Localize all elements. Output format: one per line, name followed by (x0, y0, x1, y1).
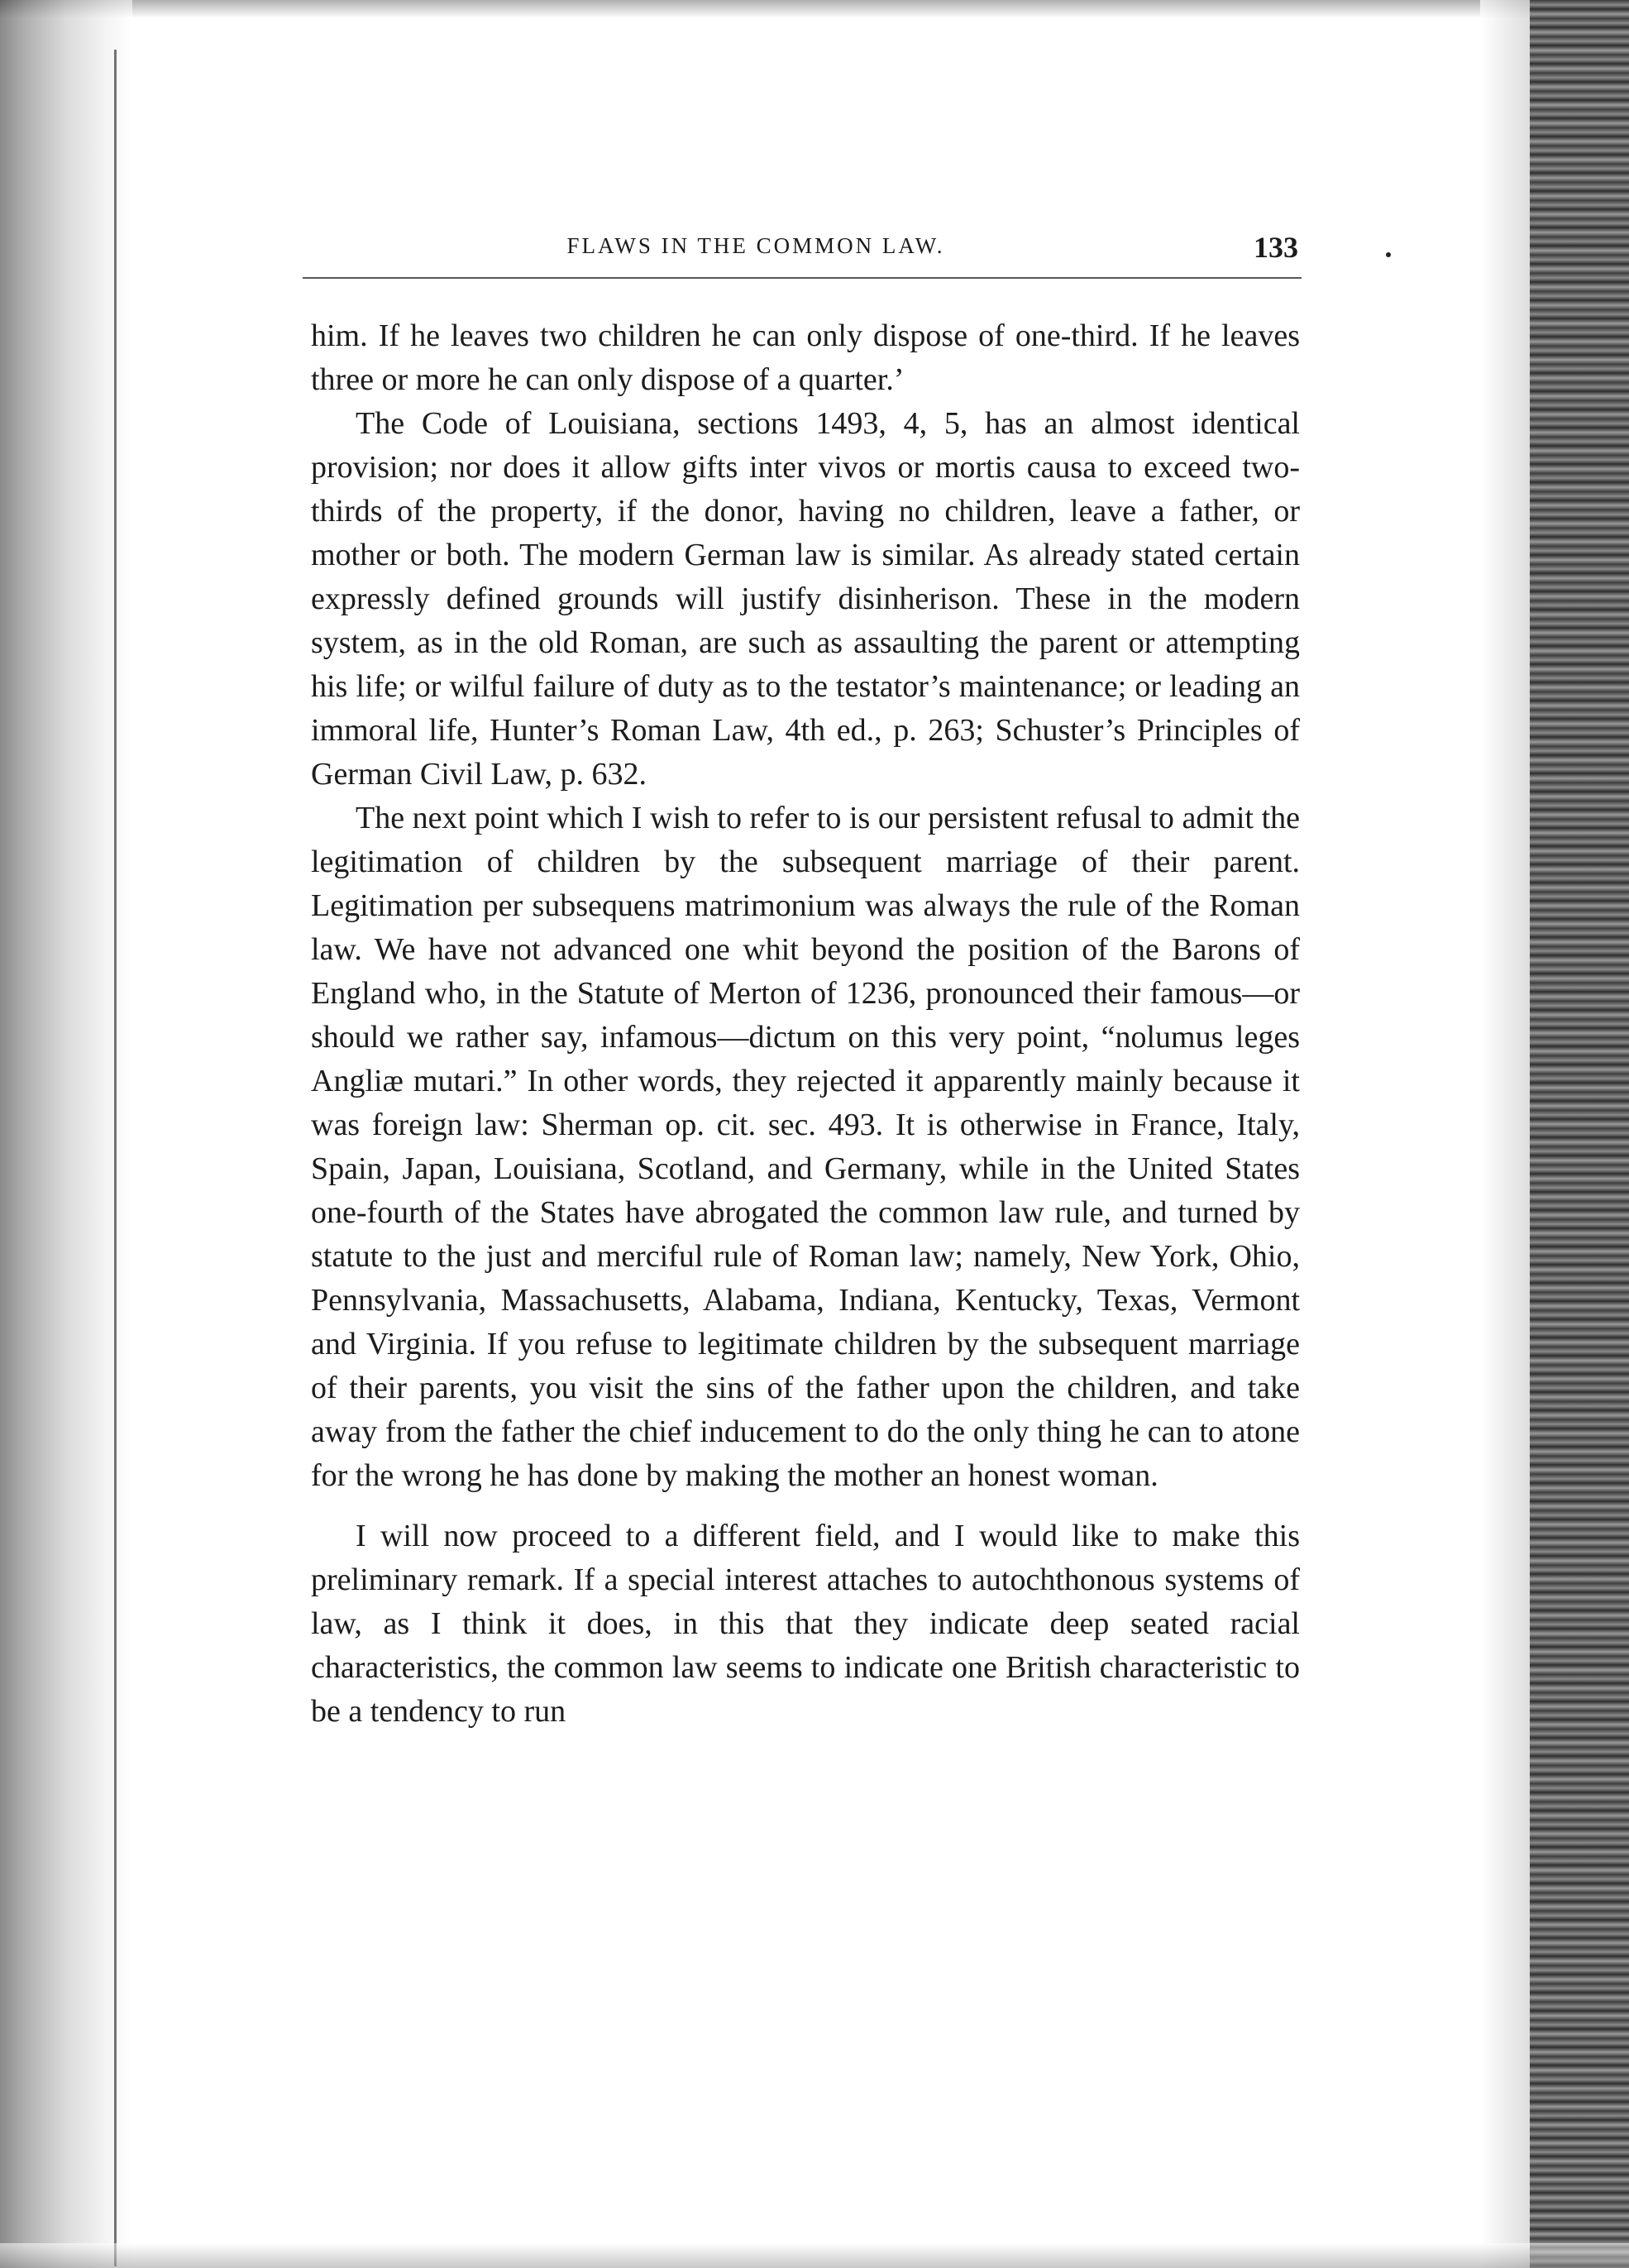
book-spine-line (114, 50, 117, 2266)
scan-bottom-edge (0, 2243, 1629, 2268)
scan-right-edge (1530, 0, 1629, 2268)
scan-right-shadow (1480, 0, 1530, 2268)
header-rule (303, 277, 1302, 279)
stray-mark (1386, 252, 1391, 257)
page-body (311, 314, 1300, 1734)
paragraph: him. If he leaves two children he can only dispose of one-third. If he leaves three or more he can only dispose of a quarter.’ (311, 318, 1300, 397)
scan-top-edge (0, 0, 1629, 18)
page-header (313, 230, 1298, 268)
paragraph: The Code of Louisiana, sections 1493, 4, 5, has an almost identical provision; nor does it allow gifts inter vivos or mortis causa to exceed two-thirds of the property, if the donor, having no children, leave a father, or mother or both. The modern German law is similar. As already stated certain expressly defined grounds will justify disinherison. These in the modern system, as in the old Roman, are such as assaulting the parent or attempting his life; or wilful failure of duty as to the testator’s maintenance; or leading an immoral life, Hunter’s Roman Law, 4th ed., p. 263; Schuster’s Principles of German Civil Law, p. 632. (311, 406, 1300, 792)
running-title: FLAWS IN THE COMMON LAW. (566, 233, 945, 258)
paragraph: The next point which I wish to refer to is our persistent refusal to admit the legitimation of children by the subsequent marriage of their parent. Legitimation per subsequens matrimonium was always the rule of the Roman law. We have not advanced one whit beyond the position of the Barons of England who, in the Statute of Merton of 1236, pronounced their famous—or should we rather say, infamous—dictum on this very point, “nolumus leges Angliæ mutari.” In other words, they rejected it apparently mainly because it was foreign law: Sherman op. cit. sec. 493. It is otherwise in France, Italy, Spain, Japan, Louisiana, Scotland, and Germany, while in the United States one-fourth of the States have abrogated the common law rule, and turned by statute to the just and merciful rule of Roman law; namely, New York, Ohio, Pennsylvania, Massachusetts, Alabama, Indiana, Kentucky, Texas, Vermont and Virginia. If you refuse to legitimate children by the subsequent marriage of their parents, you visit the sins of the father upon the children, and take away from the father the chief inducement to do the only thing he can to atone for the wrong he has done by making the mother an honest woman. (311, 801, 1300, 1493)
scan-left-edge (0, 0, 132, 2268)
page-number: 133 (1254, 231, 1298, 264)
paragraph: I will now proceed to a different field, and I would like to make this preliminary remark. If a special interest attaches to autochthonous systems of law, as I think it does, in this that they indicate deep seated racial characteristics, the common law seems to indicate one British characteristic to be a tendency to run (311, 1519, 1300, 1729)
